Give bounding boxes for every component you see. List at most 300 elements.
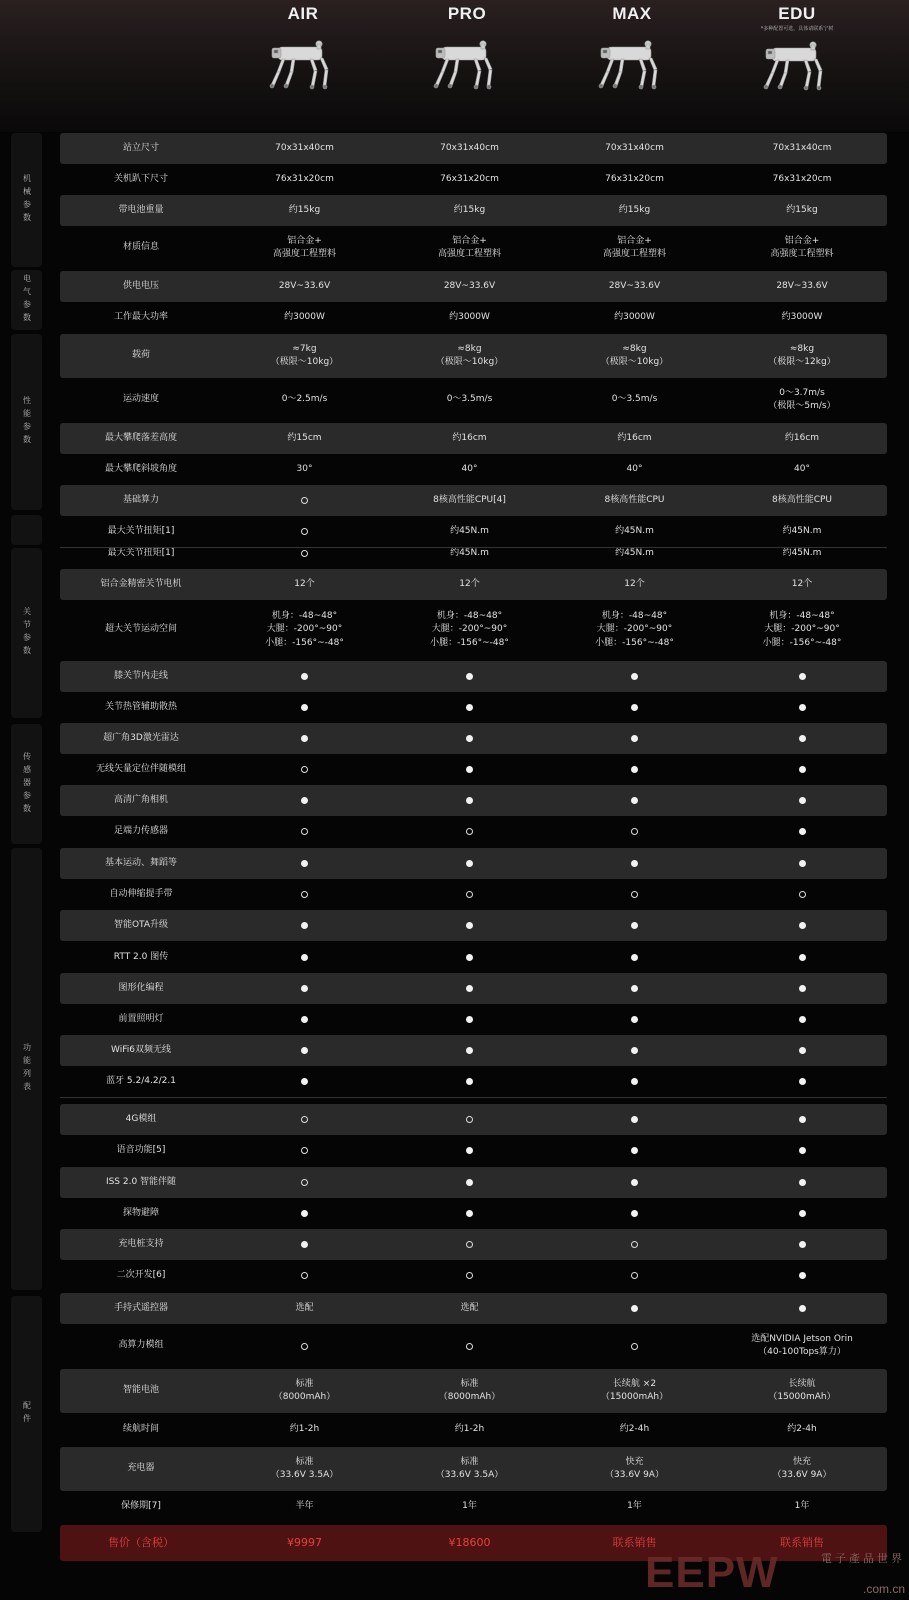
included-dot-icon	[466, 797, 473, 804]
spec-row	[60, 661, 887, 692]
spec-value: 约15kg	[453, 204, 486, 215]
spec-value: 1年	[627, 1500, 642, 1511]
spec-value	[717, 879, 887, 910]
category-block	[11, 724, 42, 844]
spec-label: 足端力传感器	[113, 825, 168, 836]
spec-value	[222, 1104, 387, 1135]
spec-value	[222, 754, 387, 785]
spec-value: ≈8kg （极限～12kg）	[768, 343, 836, 367]
spec-row	[60, 1414, 887, 1445]
category-block	[11, 1104, 42, 1290]
spec-value	[552, 1104, 717, 1135]
spec-row	[60, 195, 887, 226]
spec-value: 选配NVIDIA Jetson Orin （40-100Tops算力）	[751, 1333, 853, 1357]
spec-value: ≈8kg （极限～10kg）	[600, 343, 669, 367]
spec-value	[387, 1198, 552, 1229]
not-included-ring-icon	[799, 891, 806, 898]
spec-label: 超广角3D激光雷达	[103, 732, 179, 743]
not-included-ring-icon	[466, 891, 473, 898]
spec-value: 0～3.5m/s	[446, 394, 493, 405]
not-included-ring-icon	[301, 891, 308, 898]
robot-dog-image	[713, 36, 881, 98]
spec-value	[387, 1324, 552, 1368]
spec-value	[222, 1260, 387, 1291]
included-dot-icon	[631, 673, 638, 680]
category-block	[11, 133, 42, 267]
spec-value: 约3000W	[781, 311, 823, 322]
spec-label: 超大关节运动空间	[104, 624, 177, 635]
included-dot-icon	[631, 1210, 638, 1217]
spec-value	[717, 1198, 887, 1229]
included-dot-icon	[301, 954, 308, 961]
spec-row	[60, 879, 887, 910]
spec-label: 运动速度	[122, 394, 159, 405]
not-included-ring-icon	[301, 1116, 308, 1123]
spec-value	[552, 1035, 717, 1066]
spec-value	[387, 785, 552, 816]
category-block	[11, 548, 42, 718]
spec-value	[717, 785, 887, 816]
spec-value	[387, 661, 552, 692]
model-name: EDU	[778, 4, 816, 23]
spec-value: 70x31x40cm	[440, 142, 499, 153]
included-dot-icon	[301, 704, 308, 711]
spec-value: 机身：-48~48° 大腿：-200°~90° 小腿：-156°~-48°	[265, 611, 344, 648]
included-dot-icon	[301, 985, 308, 992]
category-label: 关节参数	[22, 607, 32, 659]
spec-label: 带电池重量	[118, 204, 164, 215]
included-dot-icon	[301, 1210, 308, 1217]
spec-value	[222, 1135, 387, 1166]
not-included-ring-icon	[466, 828, 473, 835]
spec-value	[387, 848, 552, 879]
included-dot-icon	[466, 1078, 473, 1085]
spec-value: 约3000W	[284, 311, 325, 322]
model-pro	[383, 0, 551, 97]
spec-value	[717, 1035, 887, 1066]
not-included-ring-icon	[631, 891, 638, 898]
not-included-ring-icon	[301, 1272, 308, 1279]
spec-label: 最大关节扭矩[1]	[107, 525, 175, 536]
spec-value: 30°	[296, 463, 313, 474]
spec-value	[552, 754, 717, 785]
not-included-ring-icon	[301, 1147, 308, 1154]
included-dot-icon	[466, 860, 473, 867]
spec-label: 铝合金精密关节电机	[100, 578, 182, 589]
spec-value: ≈8kg （极限～10kg）	[435, 343, 504, 367]
included-dot-icon	[631, 860, 638, 867]
spec-label: 无线矢量定位伴随模组	[95, 763, 186, 774]
spec-value	[222, 1324, 387, 1368]
spec-row	[60, 1004, 887, 1035]
spec-row	[60, 1491, 887, 1522]
spec-value: 快充 （33.6V 9A）	[605, 1456, 664, 1480]
spec-row	[60, 692, 887, 723]
spec-value: ≈7kg （极限～10kg）	[270, 343, 339, 367]
spec-row	[60, 1035, 887, 1066]
spec-value	[552, 910, 717, 941]
spec-value	[717, 1167, 887, 1198]
spec-value: 约45N.m	[615, 547, 654, 558]
spec-value: 70x31x40cm	[605, 142, 664, 153]
spec-value	[552, 816, 717, 847]
spec-value: 8核高性能CPU	[604, 494, 665, 505]
spec-value	[387, 1004, 552, 1035]
category-label: 机械参数	[22, 174, 32, 226]
category-label: 配件	[22, 1401, 32, 1427]
spec-row	[60, 378, 887, 422]
included-dot-icon	[799, 1078, 806, 1085]
spec-value: 12个	[294, 578, 315, 589]
spec-row	[60, 538, 887, 569]
not-included-ring-icon	[301, 766, 308, 773]
spec-value: 70x31x40cm	[275, 142, 334, 153]
spec-value: 76x31x20cm	[605, 173, 664, 184]
spec-value	[387, 816, 552, 847]
included-dot-icon	[466, 1016, 473, 1023]
spec-value: 28V~33.6V	[776, 280, 828, 291]
included-dot-icon	[631, 1016, 638, 1023]
included-dot-icon	[799, 860, 806, 867]
spec-row	[60, 569, 887, 600]
included-dot-icon	[631, 1116, 638, 1123]
spec-value	[552, 723, 717, 754]
spec-row	[60, 910, 887, 941]
included-dot-icon	[301, 1047, 308, 1054]
spec-row	[60, 1135, 887, 1166]
spec-label: 蓝牙 5.2/4.2/2.1	[106, 1075, 176, 1086]
spec-value: 约45N.m	[782, 525, 822, 536]
spec-row	[60, 1324, 887, 1368]
spec-label: 语音功能[5]	[116, 1144, 166, 1155]
included-dot-icon	[301, 1016, 308, 1023]
spec-value	[552, 1229, 717, 1260]
spec-row	[60, 226, 887, 270]
included-dot-icon	[301, 1241, 308, 1248]
included-dot-icon	[631, 766, 638, 773]
spec-value	[717, 973, 887, 1004]
spec-row	[60, 164, 887, 195]
spec-value	[387, 1229, 552, 1260]
not-included-ring-icon	[466, 1343, 473, 1350]
spec-label: 续航时间	[122, 1423, 159, 1434]
included-dot-icon	[631, 704, 638, 711]
spec-value	[552, 1167, 717, 1198]
spec-value	[552, 942, 717, 973]
spec-value: 联系销售	[780, 1536, 824, 1550]
included-dot-icon	[631, 1179, 638, 1186]
included-dot-icon	[799, 828, 806, 835]
spec-label: 自动伸缩提手带	[109, 888, 173, 899]
spec-value	[222, 785, 387, 816]
spec-value: 12个	[791, 578, 813, 589]
included-dot-icon	[799, 954, 806, 961]
spec-value	[222, 816, 387, 847]
spec-label: ISS 2.0 智能伴随	[105, 1176, 177, 1187]
included-dot-icon	[301, 860, 308, 867]
spec-label: 高算力模组	[118, 1340, 164, 1351]
not-included-ring-icon	[466, 1272, 473, 1279]
spec-row	[60, 1198, 887, 1229]
spec-value: 约2-4h	[619, 1423, 650, 1434]
spec-label: 智能OTA升级	[113, 919, 169, 930]
spec-label: 载荷	[131, 350, 150, 361]
model-air	[219, 0, 387, 97]
spec-row	[60, 1066, 887, 1097]
not-included-ring-icon	[631, 828, 638, 835]
spec-value: 0～3.7m/s （极限～5m/s）	[768, 387, 836, 411]
spec-value: 约15kg	[288, 204, 321, 215]
spec-label: 图形化编程	[118, 982, 164, 993]
not-included-ring-icon	[301, 497, 308, 504]
spec-value: 半年	[295, 1500, 314, 1511]
spec-row	[60, 302, 887, 333]
watermark-subtitle: 電子產品世界	[821, 1552, 905, 1565]
spec-row	[60, 271, 887, 302]
spec-value: 约16cm	[452, 432, 487, 443]
spec-value	[387, 1135, 552, 1166]
included-dot-icon	[799, 704, 806, 711]
spec-row	[60, 723, 887, 754]
spec-value	[222, 942, 387, 973]
spec-label: 二次开发[6]	[116, 1269, 166, 1280]
spec-row	[60, 1229, 887, 1260]
spec-value	[387, 942, 552, 973]
spec-value	[552, 785, 717, 816]
spec-value	[717, 754, 887, 785]
not-included-ring-icon	[301, 1343, 308, 1350]
spec-value	[222, 910, 387, 941]
included-dot-icon	[631, 1147, 638, 1154]
spec-value	[552, 848, 717, 879]
spec-value: 长续航 ×2 （15000mAh）	[600, 1378, 669, 1402]
spec-row	[60, 1369, 887, 1413]
spec-label: 基础算力	[122, 494, 159, 505]
spec-value: 76x31x20cm	[275, 173, 334, 184]
watermark-url: .com.cn	[862, 1582, 905, 1596]
spec-value: 约1-2h	[454, 1423, 485, 1434]
included-dot-icon	[466, 922, 473, 929]
spec-value	[552, 661, 717, 692]
included-dot-icon	[631, 1305, 638, 1312]
not-included-ring-icon	[301, 1179, 308, 1186]
spec-value: 40°	[794, 463, 810, 474]
spec-label: 膝关节内走线	[113, 670, 168, 681]
spec-value: 0～3.5m/s	[611, 394, 658, 405]
spec-value: 40°	[626, 463, 643, 474]
not-included-ring-icon	[466, 1116, 473, 1123]
included-dot-icon	[799, 1241, 806, 1248]
category-label: 传感器参数	[22, 751, 32, 817]
spec-value	[387, 1104, 552, 1135]
spec-label: 关节热管辅助散热	[104, 701, 177, 712]
robot-dog-image	[219, 35, 387, 97]
spec-value: 机身：-48~48° 大腿：-200°~90° 小腿：-156°~-48°	[430, 611, 509, 648]
spec-value	[717, 1104, 887, 1135]
included-dot-icon	[799, 673, 806, 680]
spec-label: 最大关节扭矩[1]	[107, 547, 175, 558]
spec-value	[222, 485, 387, 516]
not-included-ring-icon	[301, 550, 308, 557]
included-dot-icon	[466, 954, 473, 961]
spec-value: 约45N.m	[782, 547, 822, 558]
spec-value	[717, 661, 887, 692]
spec-row	[60, 423, 887, 454]
section-divider	[60, 1097, 887, 1098]
included-dot-icon	[799, 1272, 806, 1279]
included-dot-icon	[799, 797, 806, 804]
spec-value: 标准 （8000mAh）	[438, 1378, 501, 1402]
spec-label: 保修期[7]	[121, 1500, 161, 1511]
spec-label: 基本运动、舞蹈等	[104, 857, 177, 868]
spec-value: 约15kg	[786, 204, 818, 215]
spec-value	[387, 1035, 552, 1066]
spec-value: ¥18600	[448, 1536, 491, 1550]
spec-value: 标准 （33.6V 3.5A）	[435, 1456, 504, 1480]
included-dot-icon	[301, 797, 308, 804]
spec-value: 标准 （8000mAh）	[273, 1378, 336, 1402]
models-header	[0, 0, 909, 132]
category-block	[11, 515, 42, 545]
included-dot-icon	[631, 985, 638, 992]
spec-value: ¥9997	[287, 1536, 322, 1550]
spec-label: WiFi6双频无线	[111, 1044, 171, 1055]
spec-value: 机身：-48~48° 大腿：-200°~90° 小腿：-156°~-48°	[762, 611, 842, 648]
included-dot-icon	[799, 735, 806, 742]
spec-label: RTT 2.0 图传	[113, 951, 169, 962]
spec-value	[717, 910, 887, 941]
spec-value: 铝合金+ 高强度工程塑料	[437, 235, 501, 259]
model-name: MAX	[612, 4, 652, 23]
robot-dog-image	[548, 35, 716, 97]
spec-value	[222, 879, 387, 910]
spec-value	[717, 1260, 887, 1291]
spec-value	[222, 1066, 387, 1097]
spec-value	[552, 1324, 717, 1368]
spec-value: 铝合金+ 高强度工程塑料	[602, 235, 666, 259]
watermark	[645, 1548, 907, 1600]
spec-value: 约2-4h	[787, 1423, 817, 1434]
spec-value	[222, 723, 387, 754]
spec-value: 约15kg	[618, 204, 651, 215]
model-max	[548, 0, 716, 97]
spec-value: 76x31x20cm	[440, 173, 499, 184]
spec-value	[387, 723, 552, 754]
spec-value	[222, 1004, 387, 1035]
spec-value: 28V~33.6V	[443, 280, 496, 291]
model-name: AIR	[287, 4, 319, 23]
spec-value: 约3000W	[614, 311, 655, 322]
included-dot-icon	[799, 1116, 806, 1123]
spec-value: 机身：-48~48° 大腿：-200°~90° 小腿：-156°~-48°	[595, 611, 674, 648]
spec-value	[552, 692, 717, 723]
watermark-logo: EEPW	[645, 1548, 779, 1597]
spec-value	[717, 1004, 887, 1035]
included-dot-icon	[799, 1047, 806, 1054]
spec-value: 1年	[794, 1500, 810, 1511]
included-dot-icon	[799, 1147, 806, 1154]
section-divider	[60, 547, 887, 548]
spec-row	[60, 754, 887, 785]
spec-value	[387, 910, 552, 941]
spec-row	[60, 1104, 887, 1135]
spec-row	[60, 454, 887, 485]
included-dot-icon	[301, 922, 308, 929]
included-dot-icon	[301, 735, 308, 742]
category-label: 性能参数	[22, 396, 32, 448]
spec-value: 约45N.m	[450, 525, 489, 536]
spec-value	[222, 973, 387, 1004]
spec-value	[387, 1066, 552, 1097]
spec-value	[387, 754, 552, 785]
spec-value	[717, 1135, 887, 1166]
spec-label: 充电桩支持	[118, 1238, 164, 1249]
spec-row	[60, 1447, 887, 1491]
spec-label: 站立尺寸	[122, 142, 159, 153]
spec-row	[60, 848, 887, 879]
spec-label: 售价（含税）	[108, 1536, 174, 1550]
spec-label: 工作最大功率	[113, 311, 168, 322]
spec-value	[552, 1293, 717, 1324]
spec-value	[387, 1167, 552, 1198]
spec-value	[552, 1135, 717, 1166]
spec-value: 约16cm	[617, 432, 652, 443]
spec-value	[552, 1066, 717, 1097]
spec-value	[222, 1167, 387, 1198]
model-note: *多种配置可选，具体请联系宁树	[760, 26, 834, 32]
spec-value: 约16cm	[784, 432, 820, 443]
spec-row	[60, 1293, 887, 1324]
spec-value	[717, 723, 887, 754]
included-dot-icon	[466, 1147, 473, 1154]
model-name: PRO	[447, 4, 487, 23]
included-dot-icon	[466, 766, 473, 773]
included-dot-icon	[799, 922, 806, 929]
spec-value	[222, 661, 387, 692]
spec-value: 约3000W	[449, 311, 490, 322]
spec-row	[60, 600, 887, 660]
spec-row	[60, 942, 887, 973]
spec-value: 标准 （33.6V 3.5A）	[270, 1456, 339, 1480]
spec-value: 28V~33.6V	[278, 280, 331, 291]
category-block	[11, 334, 42, 510]
spec-value	[717, 1066, 887, 1097]
spec-value	[552, 973, 717, 1004]
spec-label: 最大攀爬落差高度	[104, 432, 177, 443]
spec-value: 12个	[624, 578, 645, 589]
included-dot-icon	[631, 1078, 638, 1085]
spec-label: 关机趴下尺寸	[113, 173, 168, 184]
spec-label: 前置照明灯	[118, 1013, 164, 1024]
spec-value: 联系销售	[612, 1536, 657, 1550]
not-included-ring-icon	[631, 1343, 638, 1350]
spec-value: 约1-2h	[289, 1423, 320, 1434]
category-block	[11, 1296, 42, 1532]
included-dot-icon	[631, 922, 638, 929]
spec-label: 充电器	[127, 1463, 155, 1474]
included-dot-icon	[631, 954, 638, 961]
robot-dog-image	[383, 35, 551, 97]
spec-value: 约45N.m	[450, 547, 489, 558]
included-dot-icon	[301, 673, 308, 680]
category-label: 电气参数	[22, 274, 32, 326]
included-dot-icon	[799, 766, 806, 773]
included-dot-icon	[631, 797, 638, 804]
spec-value	[222, 848, 387, 879]
included-dot-icon	[466, 735, 473, 742]
spec-value: 约15cm	[287, 432, 322, 443]
spec-label: 探物避障	[122, 1207, 159, 1218]
